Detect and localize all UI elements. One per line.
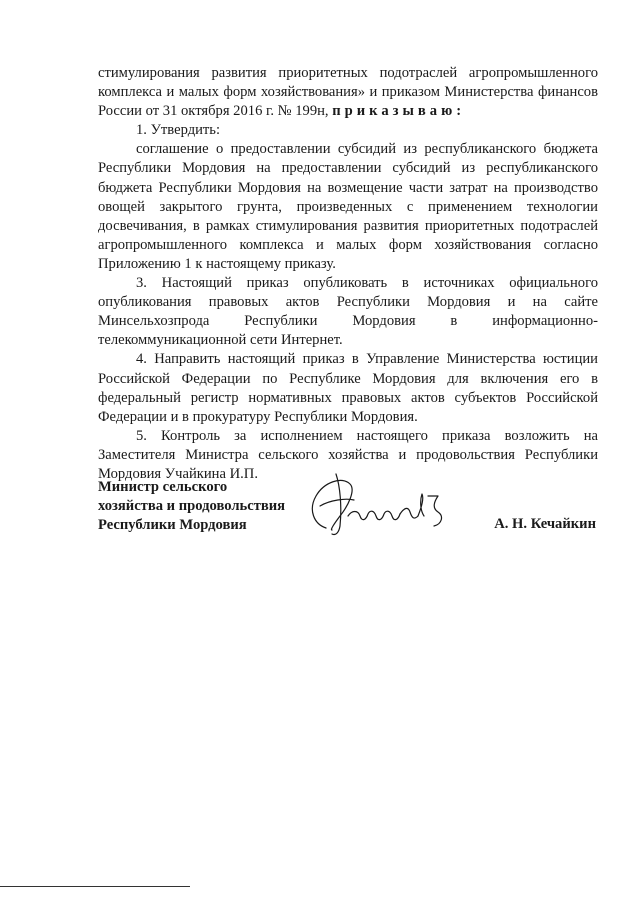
paragraph-item-5: 5. Контроль за исполнением настоящего приказа возложить на Заместителя Министра сельского хозяйства и продовольствия Республики Мордовия Учайкина И.П. [98, 427, 598, 482]
paragraph-item-4: 4. Направить настоящий приказ в Управление Министерства юстиции Российской Федерации по Республике Мордовия для включения его в федеральный регистр нормативных правовых актов субъектов Российской Федерации и в прокуратуру Республики Мордовия. [98, 351, 598, 425]
signatory-title [98, 478, 285, 535]
document-body [98, 64, 598, 484]
signatory-title-line-3: Республики Мордовия [98, 517, 247, 533]
handwritten-signature [296, 466, 476, 546]
ordered-keyword: приказываю: [332, 103, 466, 120]
paragraph-intro [98, 64, 598, 121]
paragraph-item-1-text: соглашение о предоставлении субсидий из республиканского бюджета Республики Мордовия на предоставлении субсидий из республиканского бюджета Республики Мордовия на возмещение части затрат на производство овощей закрытого грунта, произведенных с применением технологии досвечивания, в рамках стимулирования развития приоритетных подотраслей агропромышленного комплекса и малых форм хозяйствования согласно Приложению 1 к настоящему приказу. [98, 141, 598, 272]
signatory-title-line-1: Министр сельского [98, 479, 228, 495]
paragraph-item-1: 1. Утвердить: [136, 122, 221, 139]
signatory-name: А. Н. Кечайкин [494, 516, 596, 532]
paragraph-intro-text: стимулирования развития приоритетных подотраслей агропромышленного комплекса и малых форм хозяйствования» и приказом Министерства финансов России от 31 октября 2016 г. № 199н, [98, 65, 598, 120]
footer-divider [0, 886, 190, 887]
paragraph-item-3: 3. Настоящий приказ опубликовать в источниках официального опубликования правовых актов Республики Мордовия и на сайте Минсельхозпрода Республики Мордовия в информационно-телекоммуникационной сети Интернет. [98, 275, 598, 349]
signature-block [98, 478, 598, 558]
signatory-title-line-2: хозяйства и продовольствия [98, 498, 286, 514]
